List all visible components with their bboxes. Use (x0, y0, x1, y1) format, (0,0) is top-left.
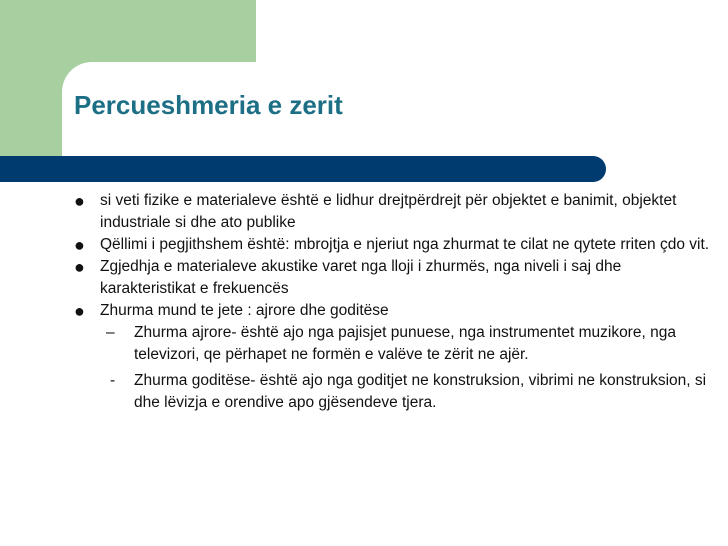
bullet-marker: ● (74, 235, 85, 255)
bullet-text: si veti fizike e materialeve është e lidhur drejtpërdrejt për objektet e banimit, objektet industriale si dhe ato publike (100, 192, 677, 231)
bullet-marker: ● (74, 301, 85, 321)
bullet-item (74, 190, 714, 234)
bullet-text: Zhurma mund te jete : ajrore dhe goditëse (100, 302, 389, 319)
bullet-item (74, 234, 714, 256)
slide-body (74, 190, 714, 414)
sub-bullet-text: Zhurma ajrore- është ajo nga pajisjet punuese, nga instrumentet muzikore, nga televizori, qe përhapet ne formën e valëve te zërit ne ajër. (134, 324, 676, 363)
sub-bullet-marker: - (110, 372, 116, 389)
slide-title: Percueshmeria e zerit (74, 90, 343, 120)
sub-bullet-marker: – (106, 324, 115, 341)
sub-bullet-item (74, 370, 714, 414)
bullet-item (74, 256, 714, 300)
title-underline-bar (0, 156, 606, 182)
bullet-text: Qëllimi i pegjithshem është: mbrojtja e njeriut nga zhurmat te cilat ne qytete rriten çdo vit. (100, 236, 710, 253)
sub-bullet-text: Zhurma goditëse- është ajo nga goditjet ne konstruksion, vibrimi ne konstruksion, si dhe lëvizja e orendive apo gjësendeve tjera. (134, 372, 707, 411)
bullet-marker: ● (74, 257, 85, 277)
sub-bullet-item (74, 322, 714, 366)
bullet-text: Zgjedhja e materialeve akustike varet nga lloji i zhurmës, nga niveli i saj dhe karakteristikat e frekuencës (100, 258, 622, 297)
bullet-marker: ● (74, 191, 85, 211)
bullet-item (74, 300, 714, 322)
